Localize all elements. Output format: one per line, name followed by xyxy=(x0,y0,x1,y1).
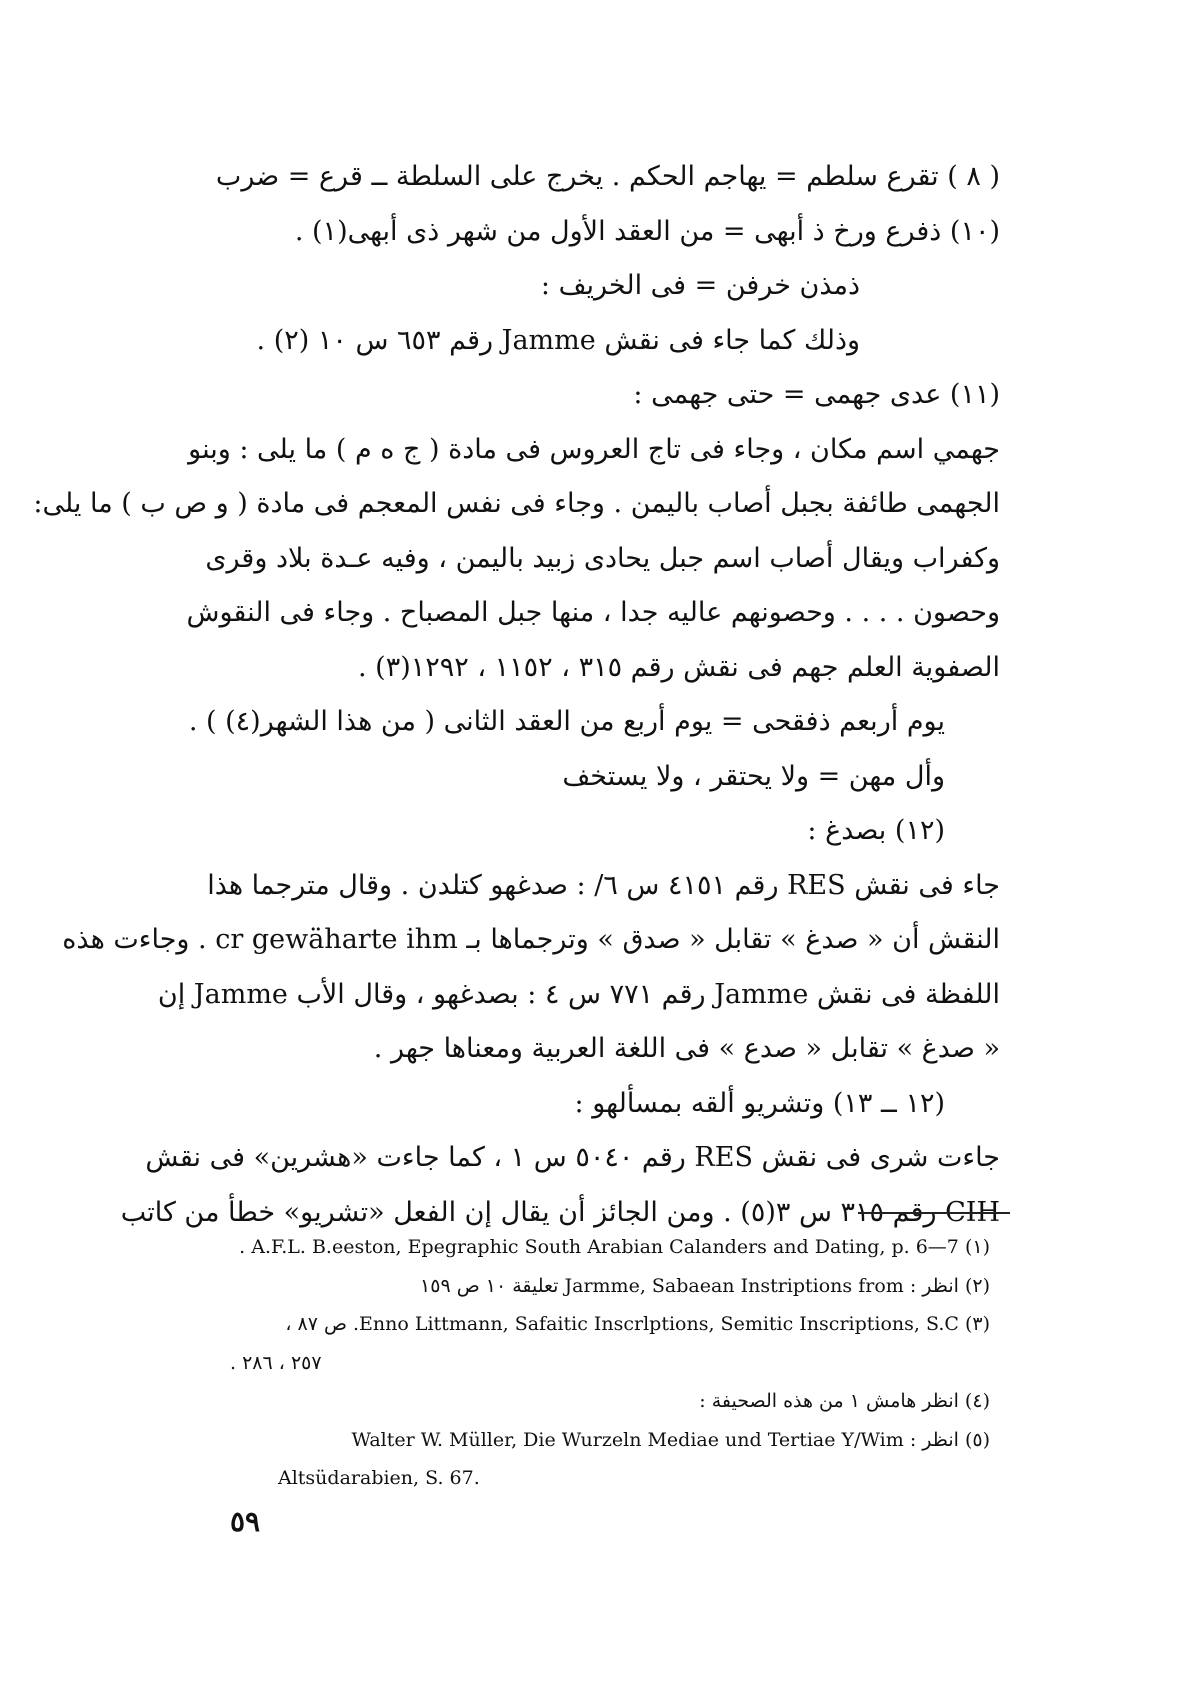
text-line: النقش أن « صدغ » تقابل « صدق » وترجماها بـ cr gewäharte ihm . وجاءت هذه xyxy=(62,924,1000,955)
footnote: (٣) Enno Littmann, Safaitic Inscrlptions, Semitic Inscriptions, S.C. ص ٨٧ ، xyxy=(285,1313,990,1335)
footnote-divider xyxy=(858,1212,1010,1214)
footnote-continuation: Altsüdarabien, S. 67. xyxy=(278,1467,480,1489)
text-line: يوم أربعم ذفقحى = يوم أربع من العقد الثانى ( من هذا الشهر(٤) ) . xyxy=(188,706,945,737)
text-line: وذلك كما جاء فى نقش Jamme رقم ٦٥٣ س ١٠ (٢) . xyxy=(256,324,860,356)
text-line: وكفراب ويقال أصاب اسم جبل يحادى زبيد باليمن ، وفيه عـدة بلاد وقرى xyxy=(205,542,1000,574)
text-line: جهمي اسم مكان ، وجاء فى تاج العروس فى مادة ( ج ه م ) ما يلى : وبنو xyxy=(188,433,1000,465)
text-line: ( ٨ ) تقرع سلطم = يهاجم الحكم . يخرج على السلطة ــ قرع = ضرب xyxy=(215,161,1000,192)
footnote: (١) A.F.L. B.eeston, Epegraphic South Arabian Calanders and Dating, p. 6—7 . xyxy=(239,1236,990,1258)
main-text xyxy=(33,150,1000,1240)
text-line: (١١) عدى جهمى = حتى جهمى : xyxy=(633,379,1000,410)
text-line: (١٢ ــ ١٣) وتشريو ألقه بمسألهو : xyxy=(574,1087,945,1119)
text-line: اللفظة فى نقش Jamme رقم ٧٧١ س ٤ : بصدغهو ، وقال الأب Jamme إن xyxy=(157,978,1000,1010)
footnote: (٤) انظر هامش ١ من هذه الصحيفة : xyxy=(699,1390,990,1412)
text-line: (١٢) بصدغ : xyxy=(807,815,945,846)
text-line: جاء فى نقش RES رقم ٤١٥١ س ٦/ : صدغهو كتلدن . وقال مترجما هذا xyxy=(207,869,1000,901)
text-line: الصفوية العلم جهم فى نقش رقم ٣١٥ ، ١١٥٢ ، ١٢٩٢(٣) . xyxy=(357,651,1000,683)
text-line: وحصون . . . . وحصونهم عاليه جدا ، منها جبل المصباح . وجاء فى النقوش xyxy=(186,597,1000,628)
text-line: وأل مهن = ولا يحتقر ، ولا يستخف xyxy=(562,760,945,792)
text-line: ذمذن خرفن = فى الخريف : xyxy=(540,270,860,301)
text-line: (١٠) ذفرع ورخ ذ أبهى = من العقد الأول من شهر ذى أبهى(١) . xyxy=(294,215,1000,247)
text-line: CIH رقم ٣١٥ س ٣(٥) . ومن الجائز أن يقال إن الفعل «تشريو» خطأ من كاتب xyxy=(120,1196,1000,1228)
footnote-continuation: ٢٥٧ ، ٢٨٦ . xyxy=(230,1351,322,1374)
text-line: الجهمى طائفة بجبل أصاب باليمن . وجاء فى نفس المعجم فى مادة ( و ص ب ) ما يلى: xyxy=(33,488,1000,519)
footnote: (٥) انظر : Walter W. Müller, Die Wurzeln Mediae und Tertiae Y/Wim xyxy=(351,1428,990,1451)
text-line: جاءت شرى فى نقش RES رقم ٥٠٤٠ س ١ ، كما جاءت «هشرين» فى نقش xyxy=(145,1142,1000,1173)
text-line: « صدغ » تقابل « صدع » فى اللغة العربية ومعناها جهر . xyxy=(373,1033,1000,1064)
footnotes xyxy=(230,1228,990,1498)
footnote: (٢) انظر : Jarmme, Sabaean Instriptions from تعليقة ١٠ ص ١٥٩ xyxy=(420,1274,990,1297)
page-number: ٥٩ xyxy=(230,1505,261,1538)
